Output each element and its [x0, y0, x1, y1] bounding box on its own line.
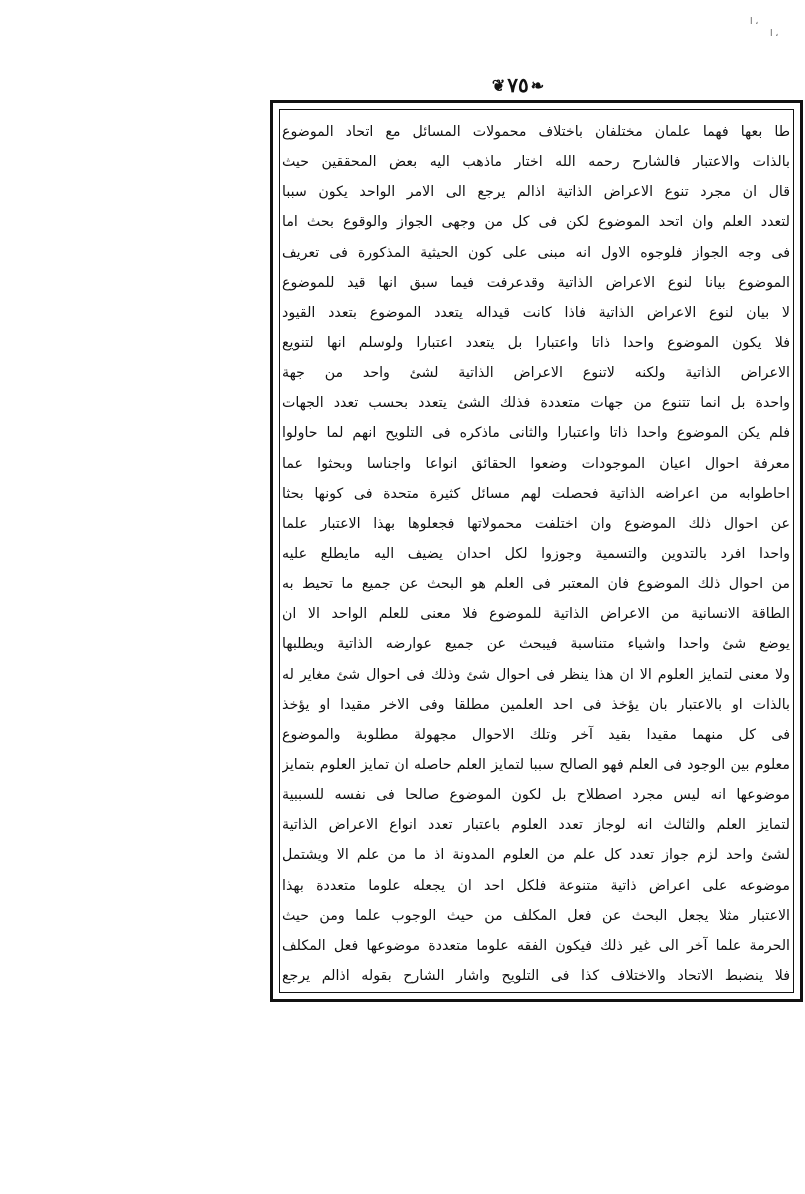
text-line: قال ان مجرد تنوع الاعراض الذاتية اذالم يرجع الى الامر الواحد يكون سببا — [282, 184, 790, 201]
text-line: موضوعه على اعراض ذاتية متنوعة فلكل احد ان يجعله علوما متعددة بهذا — [282, 877, 790, 894]
text-line: ولا معنى لتمايز العلوم الا ان هذا ينظر فى احوال شئ وذلك فى احوال شئ مغاير له — [282, 666, 790, 683]
text-line: بالذات والاعتبار فالشارح رحمه الله اختار ماذهب اليه بعض المحققين حيث — [282, 154, 790, 171]
text-line: طا بعها فهما علمان مختلفان باختلاف محمولات المسائل مع اتحاد الموضوع — [282, 124, 790, 140]
main-text-block — [282, 118, 790, 990]
text-line: معلوم بين الوجود فى العلم فهو الصالح سببا لتمايز العلم حاصله ان تمايز العلوم بتمايز — [282, 756, 790, 773]
text-line: لا بيان لنوع الاعراض الذاتية فاذا كانت قيداله يتعدد الموضوع بتعدد القيود — [282, 304, 790, 321]
text-line: فى كل منهما مقيدا بقيد آخر وتلك الاحوال مجهولة مطلوبة والموضوع — [282, 726, 790, 743]
text-line: عن احوال ذلك الموضوع وان اختلفت محمولاتها فجعلوها بهذا الاعتبار علما — [282, 515, 790, 532]
text-line: واحدا افرد بالتدوين والتسمية وجوزوا لكل احدان يضيف اليه مايطلع عليه — [282, 545, 790, 562]
margin-mark: ا ، — [770, 29, 779, 39]
text-line: الحرمة علما آخر الى غير ذلك فيكون الفقه علوما متعددة موضوعها فعل المكلف — [282, 937, 790, 954]
text-line: احاطوابه من اعراضه الذاتية فحصلت لهم مسائل كثيرة متحدة فى كونها بحثا — [282, 485, 790, 502]
text-line: الطاقة الانسانية من الاعراض الذاتية للموضوع فلا معنى للعلم الواحد الا ان — [282, 606, 790, 623]
text-line: الموضوع بيانا لنوع الاعراض الذاتية وقدعرفت فيما سبق انها قيد للموضوع — [282, 274, 790, 291]
page-number-header — [478, 68, 558, 102]
text-line: فى وجه الجواز فلوجوه الاول انه مبنى على كون الحيثية المذكورة فى تعريف — [282, 244, 790, 261]
margin-mark: ا ، — [750, 17, 759, 27]
text-line: لتمايز العلم والثالث انه لوجاز تعدد العلوم باعتبار تعدد انواع الاعراض الذاتية — [282, 817, 790, 834]
text-line: موضوعها انه ليس مجرد اصطلاح بل لكون الموضوع صالحا فى نفسه للسببية — [282, 787, 790, 804]
text-line: فلا ينضبط الاتحاد والاختلاف كذا فى التلويح واشار الشارح بقوله اذالم يرجع — [282, 967, 790, 984]
text-line: معرفة احوال اعيان الموجودات وضعوا الحقائق انواعا واجناسا وبحثوا عما — [282, 455, 790, 472]
text-line: من احوال ذلك الموضوع فان المعتبر فى العلم هو البحث عن جميع ما تحيط به — [282, 576, 790, 593]
text-line: فلم يكن الموضوع واحدا ذاتا واعتبارا والثانى ماذكره فى التلويح انهم لما حاولوا — [282, 425, 790, 442]
ornament-left-icon: ❦ — [491, 75, 506, 95]
text-line: فلا يكون الموضوع واحدا ذاتا واعتبارا بل يتعدد اعتبارا ولوسلم انها لتنويع — [282, 334, 790, 351]
text-line: يوضع شئ واحدا واشياء متناسبة فيبحث عن جميع عوارضه الذاتية ويطلبها — [282, 636, 790, 653]
page-number: ٧٥ — [507, 73, 529, 97]
text-line: واحدة بل انما تتنوع من جهات متعددة فذلك الشئ يتعدد بحسب تعدد الجهات — [282, 395, 790, 412]
text-line: لتعدد العلم وان اتحد الموضوع لكن فى كل من وجهى الجواز والوقوع بحث اما — [282, 214, 790, 231]
text-line: بالذات او بالاعتبار بان يؤخذ فى احد العلمين مطلقا وفى الاخر مقيدا او يؤخذ — [282, 696, 790, 713]
text-line: لشئ واحد لزم جواز تعدد كل علم من العلوم المدونة اذ ما من علم الا ويشتمل — [282, 847, 790, 864]
text-line: الاعتبار مثلا يجعل البحث عن فعل المكلف من حيث الوجوب علما ومن حيث — [282, 907, 790, 924]
ornament-right-icon: ❧ — [530, 75, 545, 95]
text-line: الاعراض الذاتية ولكنه لاتنوع الاعراض الذاتية لشئ واحد من جهة — [282, 365, 790, 382]
